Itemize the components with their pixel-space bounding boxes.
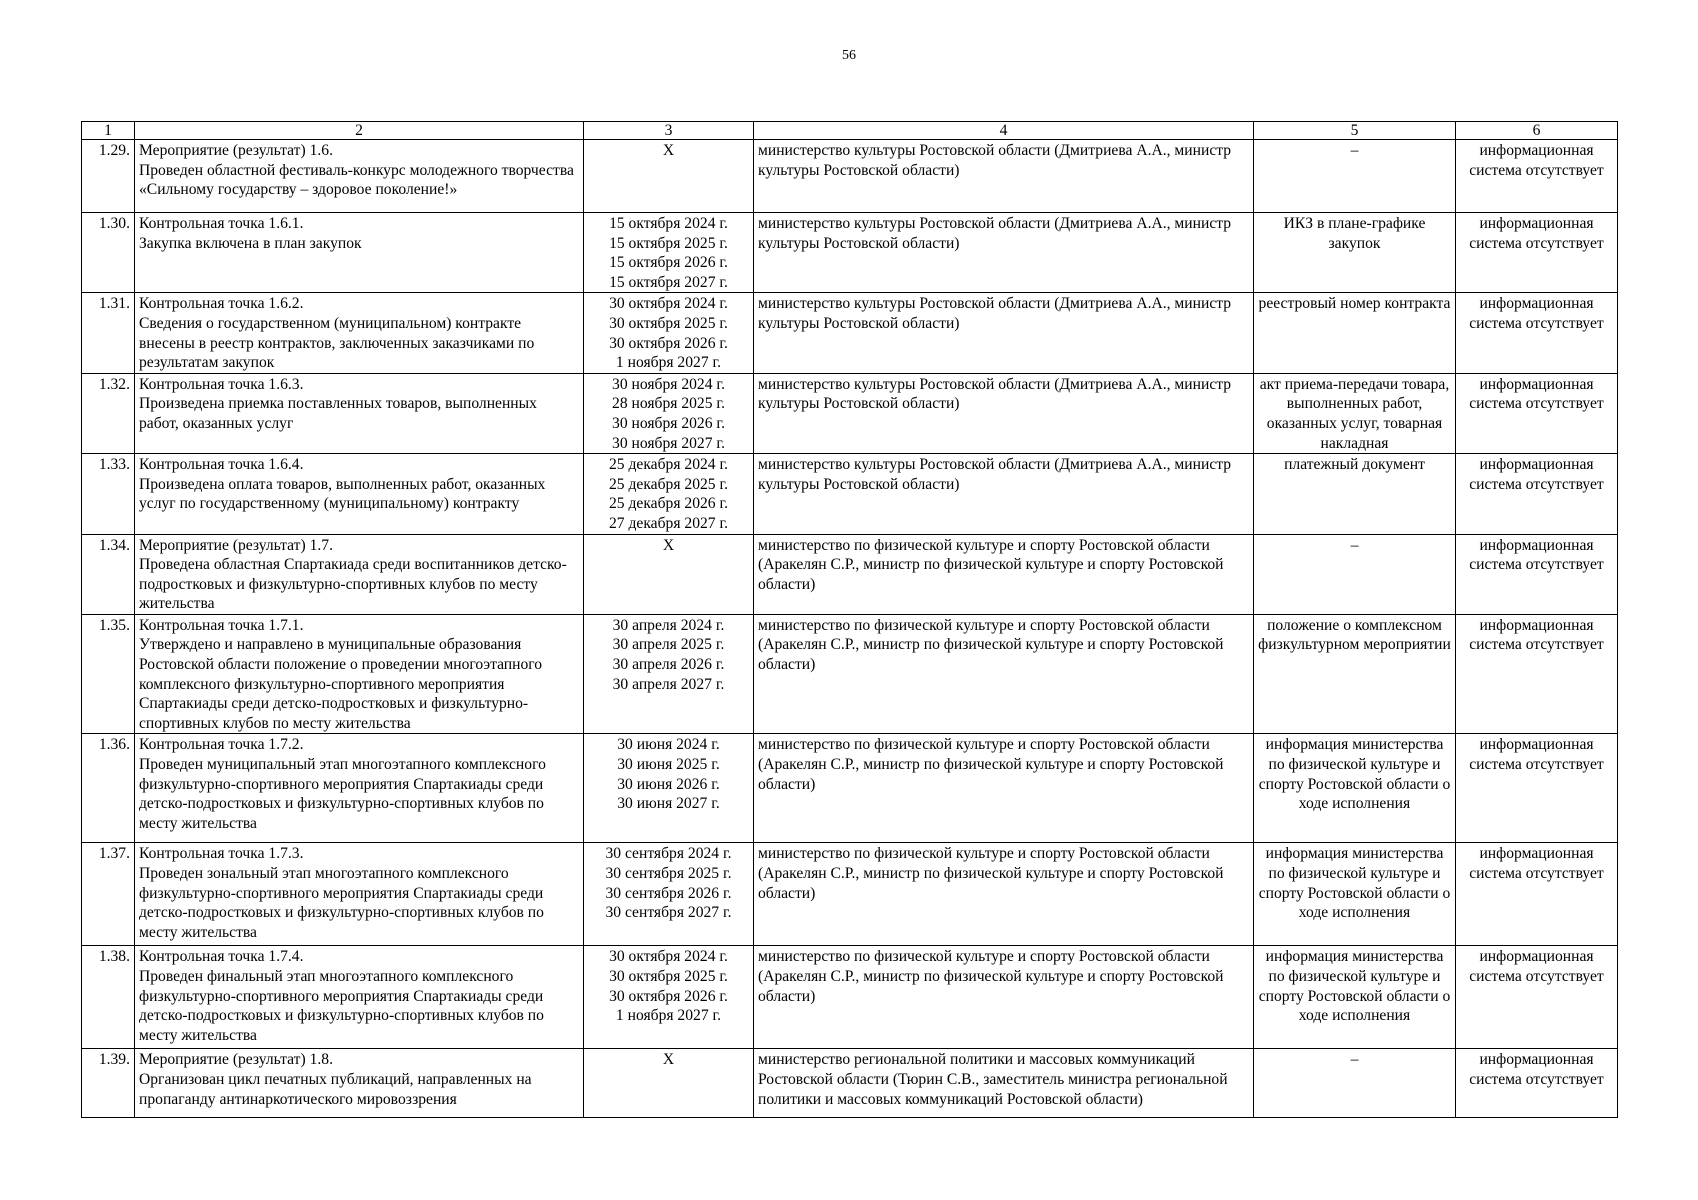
deadline-date: 15 октября 2024 г. [609,215,728,232]
row-number: 1.35. [82,614,135,734]
row-number: 1.33. [82,454,135,534]
deadline-date: X [662,142,675,159]
deadline-date: 1 ноября 2027 г. [615,354,722,372]
deadline-date: 30 ноября 2027 г. [612,434,725,452]
responsible-cell: министерство по физической культуре и спорту Ростовской области (Аракелян С.Р., министр по физической культуре и спорту Ростовской области) [754,614,1254,734]
deadline-date: 28 ноября 2025 г. [612,395,725,413]
header-cell: 6 [1456,122,1618,140]
deadline-cell [584,1049,754,1118]
item-title: Контрольная точка 1.7.2. [139,736,304,754]
deadline-cell [584,373,754,453]
info-system-cell: информационная система отсутствует [1456,1049,1618,1118]
document-cell: платежный документ [1254,454,1456,534]
document-cell: ИКЗ в плане-графике закупок [1254,213,1456,293]
responsible-cell: министерство по физической культуре и спорту Ростовской области (Аракелян С.Р., министр по физической культуре и спорту Ростовской области) [754,946,1254,1049]
document-cell: информация министерства по физической культуре и спорту Ростовской области о ходе исполнения [1254,946,1456,1049]
deadline-date: 25 декабря 2024 г. [608,456,729,474]
deadline-date: 25 декабря 2025 г. [608,475,729,493]
responsible-cell: министерство по физической культуре и спорту Ростовской области (Аракелян С.Р., министр по физической культуре и спорту Ростовской области) [754,534,1254,614]
deadline-date: 30 июня 2027 г. [617,795,720,813]
item-title: Мероприятие (результат) 1.6. [139,142,333,159]
deadline-date: 30 сентября 2024 г. [605,845,732,863]
deadline-cell [584,734,754,843]
responsible-cell: министерство культуры Ростовской области (Дмитриева А.А., министр культуры Ростовской области) [754,293,1254,373]
item-description: Проведен муниципальный этап многоэтапного комплексного физкультурно-спортивного мероприятия Спартакиады среди детско-подростковых и физкультурно-спортивных клубов по месту жительства [139,756,546,832]
document-cell: положение о комплексном физкультурном мероприятии [1254,614,1456,734]
responsible-cell: министерство культуры Ростовской области (Дмитриева А.А., министр культуры Ростовской области) [754,213,1254,293]
document-cell: – [1254,140,1456,213]
deadline-date: 30 ноября 2026 г. [612,414,725,432]
page-number: 56 [842,48,856,63]
item-title: Мероприятие (результат) 1.8. [139,1051,333,1069]
info-system-cell: информационная система отсутствует [1456,614,1618,734]
item-description: Произведена оплата товаров, выполненных работ, оказанных услуг по государственному (муниципальному) контракту [139,475,546,513]
deadline-date: 30 апреля 2026 г. [612,656,725,674]
item-cell [135,373,584,453]
row-number: 1.36. [82,734,135,843]
row-number: 1.39. [82,1049,135,1118]
responsible-cell: министерство по физической культуре и спорту Ростовской области (Аракелян С.Р., министр по физической культуре и спорту Ростовской области) [754,843,1254,946]
responsible-cell: министерство культуры Ростовской области (Дмитриева А.А., министр культуры Ростовской области) [754,454,1254,534]
item-description: Организован цикл печатных публикаций, направленных на пропаганду антинаркотического мировоззрения [139,1071,532,1108]
item-cell [135,213,584,293]
item-cell [135,454,584,534]
deadline-date: 30 октября 2026 г. [609,987,728,1005]
deadline-date: 30 ноября 2024 г. [612,375,725,393]
deadline-date: 30 октября 2024 г. [609,948,728,966]
deadline-date: 30 июня 2025 г. [617,756,720,774]
table-row [82,1049,1618,1118]
item-cell [135,293,584,373]
deadline-date: 15 октября 2025 г. [609,234,728,252]
item-cell [135,534,584,614]
item-description: Проведен областной фестиваль-конкурс молодежного творчества «Сильному государству – здоровое поколение!» [139,161,574,199]
responsible-cell: министерство по физической культуре и спорту Ростовской области (Аракелян С.Р., министр по физической культуре и спорту Ростовской области) [754,734,1254,843]
document-cell: – [1254,1049,1456,1118]
item-title: Контрольная точка 1.6.2. [139,295,304,313]
deadline-cell [584,534,754,614]
deadline-date: 30 октября 2025 г. [609,314,728,332]
header-cell: 4 [754,122,1254,140]
item-cell [135,140,584,213]
item-title: Контрольная точка 1.7.4. [139,948,304,966]
document-cell: реестровый номер контракта [1254,293,1456,373]
deadline-date: 30 сентября 2027 г. [605,904,732,922]
deadline-date: 30 октября 2025 г. [609,968,728,986]
item-cell [135,734,584,843]
info-system-cell: информационная система отсутствует [1456,454,1618,534]
table-row [82,454,1618,534]
deadline-cell [584,293,754,373]
row-number: 1.31. [82,293,135,373]
deadline-date: 30 октября 2024 г. [609,295,728,313]
deadline-date: 30 октября 2026 г. [609,334,728,352]
item-title: Контрольная точка 1.6.3. [139,375,304,393]
table-row [82,213,1618,293]
item-title: Контрольная точка 1.7.1. [139,616,304,634]
deadline-date: 30 апреля 2024 г. [612,616,725,634]
row-number: 1.30. [82,213,135,293]
info-system-cell: информационная система отсутствует [1456,293,1618,373]
header-cell: 5 [1254,122,1456,140]
plan-table [81,121,1618,1118]
item-title: Контрольная точка 1.6.1. [139,215,304,232]
item-title: Контрольная точка 1.7.3. [139,845,304,863]
item-title: Мероприятие (результат) 1.7. [139,536,333,554]
info-system-cell: информационная система отсутствует [1456,843,1618,946]
deadline-date: 15 октября 2026 г. [609,254,728,272]
item-cell [135,843,584,946]
item-title: Контрольная точка 1.6.4. [139,456,304,474]
header-row [82,122,1618,140]
deadline-cell [584,614,754,734]
item-description: Сведения о государственном (муниципальном) контракте внесены в реестр контрактов, заключенных заказчиками по результатам закупок [139,314,535,372]
row-number: 1.32. [82,373,135,453]
document-cell: акт приема-передачи товара, выполненных работ, оказанных услуг, товарная накладная [1254,373,1456,453]
table-row [82,140,1618,213]
responsible-cell: министерство региональной политики и массовых коммуникаций Ростовской области (Тюрин С.В., заместитель министра региональной политики и массовых коммуникаций Ростовской области) [754,1049,1254,1118]
info-system-cell: информационная система отсутствует [1456,734,1618,843]
deadline-cell [584,843,754,946]
deadline-cell [584,946,754,1049]
table-row [82,734,1618,843]
table-row [82,373,1618,453]
table-row [82,534,1618,614]
document-cell: информация министерства по физической культуре и спорту Ростовской области о ходе исполнения [1254,843,1456,946]
info-system-cell: информационная система отсутствует [1456,946,1618,1049]
item-cell [135,946,584,1049]
responsible-cell: министерство культуры Ростовской области (Дмитриева А.А., министр культуры Ростовской области) [754,140,1254,213]
deadline-date: X [662,1051,675,1069]
table-row [82,293,1618,373]
item-description: Проведена областная Спартакиада среди воспитанников детско-подростковых и физкультурно-спортивных клубов по месту жительства [139,556,567,613]
deadline-date: 30 сентября 2026 г. [605,884,732,902]
row-number: 1.29. [82,140,135,213]
deadline-cell [584,213,754,293]
item-description: Проведен зональный этап многоэтапного комплексного физкультурно-спортивного мероприятия Спартакиады среди детско-подростковых и физкультурно-спортивных клубов по месту жительства [139,865,544,941]
header-cell: 2 [135,122,584,140]
deadline-date: 30 сентября 2025 г. [605,865,732,883]
item-description: Закупка включена в план закупок [139,234,362,252]
item-description: Произведена приемка поставленных товаров, выполненных работ, оказанных услуг [139,395,537,432]
header-cell: 3 [584,122,754,140]
item-cell [135,1049,584,1118]
table-row [82,843,1618,946]
item-description: Проведен финальный этап многоэтапного комплексного физкультурно-спортивного мероприятия Спартакиады среди детско-подростковых и физкультурно-спортивных клубов по месту жительства [139,968,544,1044]
document-cell: информация министерства по физической культуре и спорту Ростовской области о ходе исполнения [1254,734,1456,843]
deadline-date: 25 декабря 2026 г. [608,495,729,513]
info-system-cell: информационная система отсутствует [1456,534,1618,614]
deadline-cell [584,454,754,534]
deadline-date: 15 октября 2027 г. [609,273,728,291]
deadline-date: 27 декабря 2027 г. [608,514,729,532]
document-cell: – [1254,534,1456,614]
info-system-cell: информационная система отсутствует [1456,213,1618,293]
deadline-date: 30 июня 2026 г. [617,775,720,793]
table-row [82,946,1618,1049]
info-system-cell: информационная система отсутствует [1456,373,1618,453]
responsible-cell: министерство культуры Ростовской области (Дмитриева А.А., министр культуры Ростовской области) [754,373,1254,453]
info-system-cell: информационная система отсутствует [1456,140,1618,213]
item-cell [135,614,584,734]
deadline-date: 30 июня 2024 г. [617,736,720,754]
row-number: 1.34. [82,534,135,614]
deadline-date: X [662,536,675,554]
row-number: 1.37. [82,843,135,946]
header-cell: 1 [82,122,135,140]
table-row [82,614,1618,734]
deadline-date: 30 апреля 2027 г. [612,675,725,693]
row-number: 1.38. [82,946,135,1049]
item-description: Утверждено и направлено в муниципальные образования Ростовской области положение о проведении многоэтапного комплексного физкультурно-спортивного мероприятия Спартакиады среди детско-подростковых и физкультурно-спортивных клубов по месту жительства [139,636,543,732]
deadline-date: 1 ноября 2027 г. [615,1007,722,1025]
deadline-cell [584,140,754,213]
deadline-date: 30 апреля 2025 г. [612,636,725,654]
